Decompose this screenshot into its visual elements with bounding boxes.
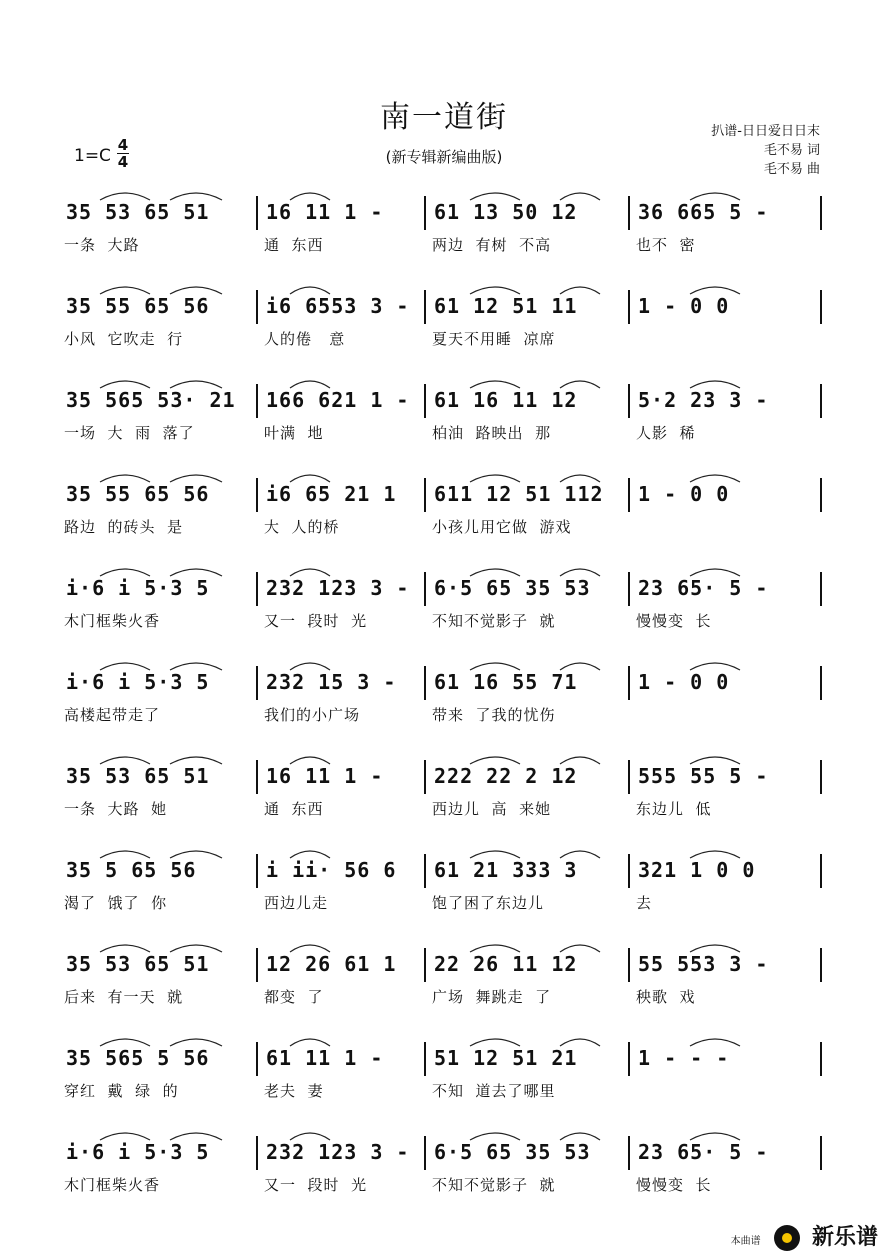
lyric-segment: 西边儿走 — [264, 894, 329, 912]
measure-notes: 35 55 65 56 — [66, 482, 210, 506]
slur-marks — [0, 932, 888, 954]
measure-notes: 36 665 5 - — [638, 200, 769, 224]
measure-notes: 611 12 51 112 — [434, 482, 604, 506]
slur-arc — [290, 1039, 330, 1046]
lyric-segment: 夏天不用睡 凉席 — [432, 330, 556, 348]
credit-composer: 毛不易 曲 — [763, 162, 820, 177]
slur-marks — [0, 368, 888, 390]
slur-arc — [560, 475, 600, 482]
lyric-segment: 老夫 妻 — [264, 1082, 324, 1100]
slur-arc — [170, 757, 222, 764]
slur-arc — [560, 663, 600, 670]
lyric-segment: 慢慢变 长 — [636, 1176, 712, 1194]
slur-arc — [690, 381, 740, 388]
measure-notes: 6·5 65 35 53 — [434, 1140, 591, 1164]
measure-notes: 35 565 5 56 — [66, 1046, 210, 1070]
slur-arc — [470, 475, 520, 482]
slur-arc — [100, 381, 150, 388]
slur-marks — [0, 744, 888, 766]
score-line — [0, 1140, 888, 1230]
lyric-segment: 一场 大 雨 落了 — [64, 424, 195, 442]
slur-arc — [690, 1133, 740, 1140]
measure-notes: i·6 i 5·3 5 — [66, 576, 210, 600]
measure-notes: i6 6553 3 - — [266, 294, 410, 318]
slur-arc — [100, 475, 150, 482]
slur-arc — [690, 851, 740, 858]
lyric-segment: 又一 段时 光 — [264, 612, 368, 630]
slur-arc — [560, 193, 600, 200]
slur-arc — [560, 945, 600, 952]
slur-arc — [470, 945, 520, 952]
slur-arc — [560, 851, 600, 858]
lyric-segment: 去 — [636, 894, 653, 912]
slur-arc — [100, 757, 150, 764]
slur-arc — [170, 287, 222, 294]
song-subtitle: (新专辑新编曲版) — [385, 148, 503, 166]
slur-arc — [170, 381, 222, 388]
measure-notes: 61 12 51 11 — [434, 294, 578, 318]
measure-notes: 35 55 65 56 — [66, 294, 210, 318]
credits — [711, 122, 820, 179]
lyric-segment: 慢慢变 长 — [636, 612, 712, 630]
measure-notes: 166 621 1 - — [266, 388, 410, 412]
credit-transcriber: 扒谱-日日爱日日末 — [711, 124, 820, 139]
lyric-segment: 人影 稀 — [636, 424, 696, 442]
measure-notes: 222 22 2 12 — [434, 764, 578, 788]
slur-marks — [0, 556, 888, 578]
measure-notes: i·6 i 5·3 5 — [66, 1140, 210, 1164]
measure-notes: 6·5 65 35 53 — [434, 576, 591, 600]
lyric-segment: 又一 段时 光 — [264, 1176, 368, 1194]
time-signature-top: 4 — [117, 136, 129, 154]
slur-arc — [470, 381, 520, 388]
measure-notes: 12 26 61 1 — [266, 952, 397, 976]
slur-arc — [560, 1039, 600, 1046]
measure-notes: 1 - 0 0 — [638, 294, 730, 318]
lyric-segment: 大 人的桥 — [264, 518, 340, 536]
slur-arc — [170, 1039, 222, 1046]
slur-marks — [0, 1026, 888, 1048]
slur-arc — [560, 381, 600, 388]
measure-notes: 1 - - - — [638, 1046, 730, 1070]
slur-arc — [100, 569, 150, 576]
slur-arc — [290, 193, 330, 200]
slur-arc — [690, 193, 740, 200]
measure-notes: i ii· 56 6 — [266, 858, 397, 882]
brand-name: 新乐谱 — [811, 1225, 878, 1250]
measure-notes: 61 21 333 3 — [434, 858, 578, 882]
slur-arc — [470, 1133, 520, 1140]
slur-arc — [100, 663, 150, 670]
slur-arc — [690, 475, 740, 482]
measure-notes: 232 123 3 - — [266, 576, 410, 600]
slur-arc — [470, 663, 520, 670]
slur-arc — [100, 851, 150, 858]
lyric-segment: 西边儿 高 来她 — [432, 800, 552, 818]
slur-arc — [100, 1039, 150, 1046]
measure-notes: 16 11 1 - — [266, 764, 384, 788]
slur-arc — [290, 381, 330, 388]
slur-arc — [290, 663, 330, 670]
measure-notes: i·6 i 5·3 5 — [66, 670, 210, 694]
slur-arc — [290, 569, 330, 576]
slur-marks — [0, 838, 888, 860]
lyric-segment: 人的倦 意 — [264, 330, 346, 348]
slur-arc — [690, 569, 740, 576]
lyric-segment: 东边儿 低 — [636, 800, 712, 818]
lyric-segment: 饱了困了东边儿 — [432, 894, 545, 912]
measure-notes: 61 16 11 12 — [434, 388, 578, 412]
key-signature: 1=C — [74, 146, 111, 166]
slur-arc — [100, 287, 150, 294]
slur-arc — [290, 475, 330, 482]
lyric-segment: 小风 它吹走 行 — [64, 330, 184, 348]
lyric-segment: 路边 的砖头 是 — [64, 518, 184, 536]
slur-arc — [290, 851, 330, 858]
lyric-segment: 柏油 路映出 那 — [432, 424, 552, 442]
slur-arc — [560, 1133, 600, 1140]
measure-notes: 1 - 0 0 — [638, 482, 730, 506]
slur-arc — [290, 1133, 330, 1140]
lyric-segment: 木门框柴火香 — [64, 1176, 161, 1194]
measure-notes: 35 53 65 51 — [66, 764, 210, 788]
slur-arc — [100, 1133, 150, 1140]
slur-marks — [0, 180, 888, 202]
slur-arc — [170, 193, 222, 200]
lyric-segment: 广场 舞跳走 了 — [432, 988, 552, 1006]
slur-arc — [290, 757, 330, 764]
lyric-segment: 通 东西 — [264, 800, 324, 818]
measure-notes: 55 553 3 - — [638, 952, 769, 976]
slur-arc — [690, 945, 740, 952]
measure-notes: 555 55 5 - — [638, 764, 769, 788]
slur-arc — [170, 475, 222, 482]
measure-notes: 61 13 50 12 — [434, 200, 578, 224]
measure-notes: 16 11 1 - — [266, 200, 384, 224]
measure-notes: 22 26 11 12 — [434, 952, 578, 976]
slur-arc — [170, 851, 222, 858]
slur-arc — [560, 569, 600, 576]
slur-arc — [690, 287, 740, 294]
measure-notes: 51 12 51 21 — [434, 1046, 578, 1070]
lyric-segment: 不知不觉影子 就 — [432, 612, 556, 630]
measure-notes: i6 65 21 1 — [266, 482, 397, 506]
slur-arc — [290, 945, 330, 952]
measure-notes: 61 16 55 71 — [434, 670, 578, 694]
lyric-segment: 高楼起带走了 — [64, 706, 161, 724]
lyric-segment: 一条 大路 — [64, 236, 140, 254]
slur-arc — [690, 757, 740, 764]
lyric-segment: 通 东西 — [264, 236, 324, 254]
measure-notes: 5·2 23 3 - — [638, 388, 769, 412]
slur-arc — [170, 663, 222, 670]
lyric-segment: 后来 有一天 就 — [64, 988, 184, 1006]
slur-marks — [0, 274, 888, 296]
lyric-segment: 秧歌 戏 — [636, 988, 696, 1006]
lyric-segment: 两边 有树 不高 — [432, 236, 552, 254]
slur-arc — [100, 945, 150, 952]
measure-notes: 232 15 3 - — [266, 670, 397, 694]
slur-arc — [170, 1133, 222, 1140]
measure-notes: 321 1 0 0 — [638, 858, 756, 882]
time-signature — [117, 137, 129, 170]
lyric-segment: 渴了 饿了 你 — [64, 894, 168, 912]
measure-notes: 23 65· 5 - — [638, 1140, 769, 1164]
brand-small-label: 本曲谱 — [730, 1236, 761, 1247]
measure-notes: 35 565 53· 21 — [66, 388, 236, 412]
lyric-segment: 也不 密 — [636, 236, 696, 254]
slur-arc — [290, 287, 330, 294]
measure-notes: 1 - 0 0 — [638, 670, 730, 694]
lyric-segment: 一条 大路 她 — [64, 800, 168, 818]
measure-notes: 23 65· 5 - — [638, 576, 769, 600]
slur-marks — [0, 1120, 888, 1142]
measure-notes: 232 123 3 - — [266, 1140, 410, 1164]
slur-marks — [0, 650, 888, 672]
slur-arc — [470, 193, 520, 200]
credit-lyricist: 毛不易 词 — [763, 143, 820, 158]
song-title: 南一道街 — [380, 100, 508, 135]
slur-arc — [470, 757, 520, 764]
lyric-segment: 都变 了 — [264, 988, 324, 1006]
slur-arc — [690, 663, 740, 670]
slur-arc — [470, 1039, 520, 1046]
lyric-segment: 小孩儿用它做 游戏 — [432, 518, 572, 536]
slur-arc — [560, 757, 600, 764]
slur-arc — [170, 945, 222, 952]
measure-notes: 35 5 65 56 — [66, 858, 197, 882]
time-signature-bottom: 4 — [117, 153, 129, 171]
slur-arc — [560, 287, 600, 294]
lyric-segment: 不知不觉影子 就 — [432, 1176, 556, 1194]
slur-arc — [170, 569, 222, 576]
slur-arc — [470, 287, 520, 294]
slur-arc — [100, 193, 150, 200]
slur-arc — [690, 1039, 740, 1046]
slur-marks — [0, 462, 888, 484]
lyric-segment: 带来 了我的忧伤 — [432, 706, 556, 724]
measure-notes: 35 53 65 51 — [66, 200, 210, 224]
lyric-segment: 木门框柴火香 — [64, 612, 161, 630]
slur-arc — [470, 851, 520, 858]
brand-footer — [731, 1220, 878, 1251]
lyric-segment: 叶满 地 — [264, 424, 324, 442]
lyric-segment: 我们的小广场 — [264, 706, 361, 724]
measure-notes: 61 11 1 - — [266, 1046, 384, 1070]
slur-arc — [470, 569, 520, 576]
lyric-segment: 穿红 戴 绿 的 — [64, 1082, 179, 1100]
measure-notes: 35 53 65 51 — [66, 952, 210, 976]
record-logo-icon — [774, 1225, 800, 1251]
lyric-segment: 不知 道去了哪里 — [432, 1082, 556, 1100]
